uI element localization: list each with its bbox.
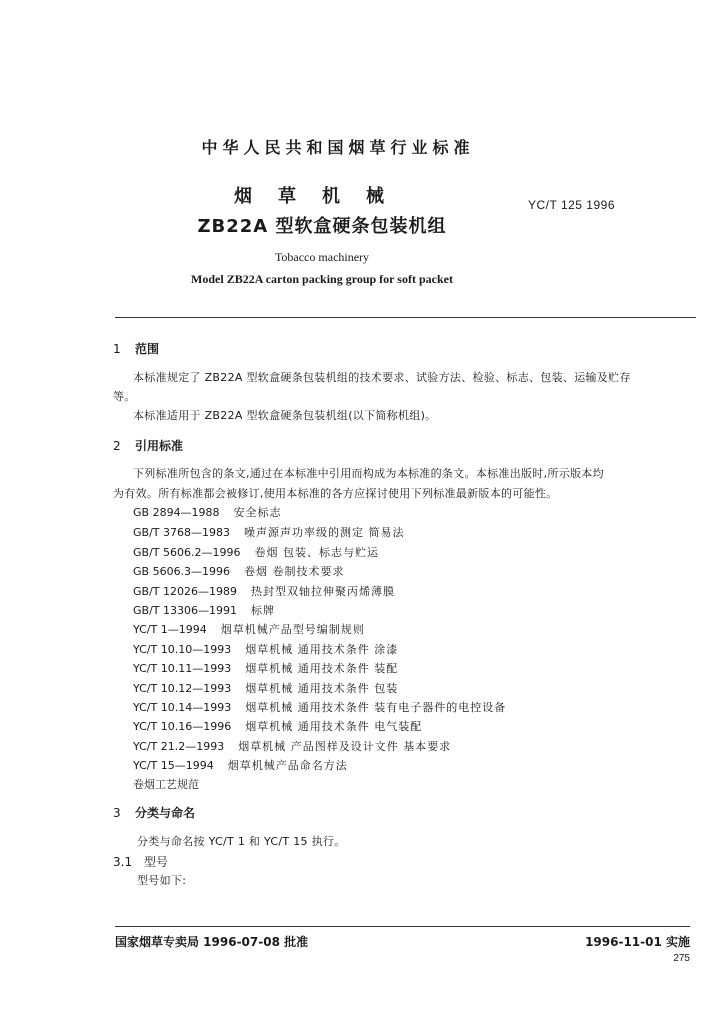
section-2-heading: [113, 437, 183, 454]
reference-item: [133, 621, 365, 637]
reference-name: 烟草机械 通用技术条件 涂漆: [245, 643, 399, 656]
section-1-para1-line1: 本标准规定了 ZB22A 型软盒硬条包装机组的技术要求、试验方法、检验、标志、包装、运输及贮存: [133, 371, 631, 384]
reference-item: [133, 738, 451, 754]
reference-name: 烟草机械产品命名方法: [227, 759, 348, 772]
reference-code: 卷烟工艺规范: [133, 778, 199, 791]
reference-item: [133, 718, 422, 734]
title-chinese-line1: 烟草机械: [234, 186, 410, 207]
footer-divider: [115, 926, 690, 927]
reference-item: [133, 583, 395, 599]
section-1-number: 1: [113, 342, 121, 356]
reference-code: GB/T 5606.2—1996: [133, 546, 241, 559]
section-2-intro-line1: 下列标准所包含的条文,通过在本标准中引用而构成为本标准的条文。本标准出版时,所示版本均: [133, 467, 604, 480]
reference-code: YC/T 15—1994: [133, 759, 214, 772]
title-chinese-line2: ZB22A 型软盒硬条包装机组: [197, 216, 447, 237]
reference-name: 烟草机械 通用技术条件 包装: [245, 682, 399, 695]
standard-code: YC/T 125 1996: [528, 198, 616, 212]
standard-org-line: 中华人民共和国烟草行业标准: [201, 138, 475, 157]
reference-code: YC/T 1—1994: [133, 623, 207, 636]
reference-name: 烟草机械产品型号编制规则: [220, 623, 365, 636]
page-number: 275: [673, 953, 690, 964]
section-3-1-title: 型号: [144, 855, 169, 869]
section-3-1-para: 型号如下:: [137, 874, 187, 887]
reference-code: GB/T 3768—1983: [133, 526, 230, 539]
reference-name: 卷烟 卷制技术要求: [244, 565, 345, 578]
reference-name: 烟草机械 产品图样及设计文件 基本要求: [238, 740, 452, 753]
effective-line: 1996-11-01 实施: [585, 935, 690, 949]
reference-item: [133, 660, 398, 676]
section-3-1-heading: [113, 853, 168, 870]
reference-item: [133, 699, 506, 715]
reference-code: GB 2894—1988: [133, 506, 220, 519]
reference-code: YC/T 10.14—1993: [133, 701, 232, 714]
title-english-line2: Model ZB22A carton packing group for soft packet: [191, 272, 453, 286]
section-1-para2: 本标准适用于 ZB22A 型软盒硬条包装机组(以下简称机组)。: [133, 409, 437, 422]
reference-code: GB 5606.3—1996: [133, 565, 231, 578]
reference-code: GB/T 12026—1989: [133, 585, 237, 598]
section-1-heading: [113, 340, 159, 357]
header-divider: [115, 317, 696, 318]
reference-name: 烟草机械 通用技术条件 电气装配: [245, 720, 423, 733]
section-3-title: 分类与命名: [135, 806, 196, 820]
section-3-1-number: 3.1: [113, 855, 133, 869]
section-1-title: 范围: [135, 342, 160, 356]
approval-line: 国家烟草专卖局 1996-07-08 批准: [115, 935, 309, 949]
reference-code: YC/T 10.16—1996: [133, 720, 232, 733]
section-3-para: 分类与命名按 YC/T 1 和 YC/T 15 执行。: [137, 835, 346, 848]
section-3-heading: [113, 804, 195, 821]
reference-item: [133, 680, 398, 696]
reference-item: [133, 524, 404, 540]
reference-code: YC/T 10.11—1993: [133, 662, 232, 675]
reference-item: [133, 563, 345, 579]
reference-name: 热封型双轴拉伸聚丙烯薄膜: [250, 585, 395, 598]
reference-code: YC/T 10.12—1993: [133, 682, 232, 695]
reference-item: [133, 641, 398, 657]
reference-code: GB/T 13306—1991: [133, 604, 237, 617]
reference-item: [133, 544, 379, 560]
reference-name: 安全标志: [233, 506, 282, 519]
section-3-number: 3: [113, 806, 121, 820]
reference-name: 烟草机械 通用技术条件 装有电子器件的电控设备: [245, 701, 507, 714]
reference-item: [133, 602, 275, 618]
reference-item: [133, 757, 348, 773]
section-1-para1-line2: 等。: [113, 390, 136, 403]
title-english-line1: Tobacco machinery: [274, 250, 370, 264]
reference-name: 烟草机械 通用技术条件 装配: [245, 662, 399, 675]
section-2-number: 2: [113, 439, 121, 453]
reference-item: [133, 504, 282, 520]
section-2-intro-line2: 为有效。所有标准都会被修订,使用本标准的各方应探讨使用下列标准最新版本的可能性。: [113, 487, 558, 500]
reference-code: YC/T 21.2—1993: [133, 740, 225, 753]
reference-name: 噪声源声功率级的测定 简易法: [243, 526, 405, 539]
reference-item: [133, 776, 213, 792]
reference-name: 卷烟 包装、标志与贮运: [254, 546, 379, 559]
reference-code: YC/T 10.10—1993: [133, 643, 232, 656]
reference-name: 标牌: [250, 604, 275, 617]
section-2-title: 引用标准: [135, 439, 184, 453]
